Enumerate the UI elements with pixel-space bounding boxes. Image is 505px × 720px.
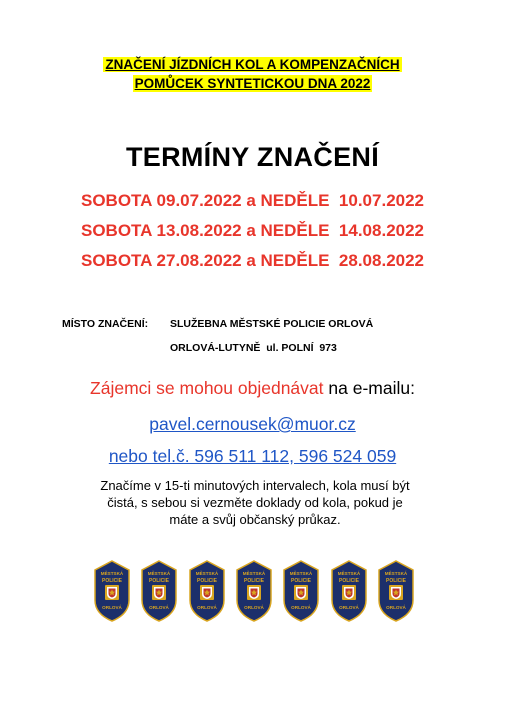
svg-text:POLICIE: POLICIE [338,578,359,584]
svg-text:ORLOVÁ: ORLOVÁ [291,605,312,610]
dates-list [0,186,505,276]
police-badge-logo [331,560,367,622]
contact-tail: na e-mailu: [323,378,415,398]
place-block [62,312,373,360]
phone-link[interactable]: nebo tel.č. 596 511 112, 596 524 059 [108,446,397,466]
svg-text:MĚSTSKÁ: MĚSTSKÁ [100,571,124,576]
contact-line [0,378,505,399]
info-note: Značíme v 15-ti minutových intervalech, kola musí být čistá, s sebou si vezměte doklady od kola, pokud je máte a svůj občanský průkaz. [100,478,410,527]
headline-line-2: POMŮCEK SYNTETICKOU DNA 2022 [134,76,371,91]
date-line: SOBOTA 09.07.2022 a NEDĚLE 10.07.2022 [80,191,425,210]
svg-text:MĚSTSKÁ: MĚSTSKÁ [290,571,313,576]
police-badge-logo [189,560,225,622]
svg-text:POLICIE: POLICIE [101,578,123,584]
svg-text:ORLOVÁ: ORLOVÁ [196,605,217,610]
svg-text:ORLOVÁ: ORLOVÁ [386,605,406,610]
page-title: TERMÍNY ZNAČENÍ [125,142,379,172]
svg-text:ORLOVÁ: ORLOVÁ [244,605,264,610]
police-badge-logo [378,560,414,622]
svg-text:POLICIE: POLICIE [149,578,170,584]
svg-text:MĚSTSKÁ: MĚSTSKÁ [148,571,171,576]
headline-line-1: ZNAČENÍ JÍZDNÍCH KOL A KOMPENZAČNÍCH [105,57,400,72]
place-line-1: SLUŽEBNA MĚSTSKÉ POLICIE ORLOVÁ [170,318,374,330]
police-badge-logo [141,560,177,622]
police-logos-row [94,560,414,626]
svg-text:POLICIE: POLICIE [196,578,217,584]
email-link[interactable]: pavel.cernousek@muor.cz [149,414,356,434]
place-label: MÍSTO ZNAČENÍ: [62,318,149,330]
svg-text:ORLOVÁ: ORLOVÁ [102,605,122,610]
svg-text:ORLOVÁ: ORLOVÁ [338,605,359,610]
contact-lead: Zájemci se mohou objednávat [90,378,324,398]
svg-text:MĚSTSKÁ: MĚSTSKÁ [195,571,218,576]
svg-text:MĚSTSKÁ: MĚSTSKÁ [384,571,408,576]
svg-text:ORLOVÁ: ORLOVÁ [149,605,170,610]
police-badge-logo [236,560,272,622]
svg-text:MĚSTSKÁ: MĚSTSKÁ [242,571,266,576]
svg-text:POLICIE: POLICIE [243,578,264,584]
place-line-2: ORLOVÁ-LUTYNĚ ul. POLNÍ 973 [170,342,337,354]
date-line: SOBOTA 13.08.2022 a NEDĚLE 14.08.2022 [80,221,425,240]
headline [0,56,505,93]
police-badge-logo [94,560,130,622]
svg-text:POLICIE: POLICIE [291,578,312,584]
date-line: SOBOTA 27.08.2022 a NEDĚLE 28.08.2022 [80,251,425,270]
police-badge-logo [283,560,319,622]
svg-text:MĚSTSKÁ: MĚSTSKÁ [337,571,360,576]
svg-text:POLICIE: POLICIE [385,578,406,584]
